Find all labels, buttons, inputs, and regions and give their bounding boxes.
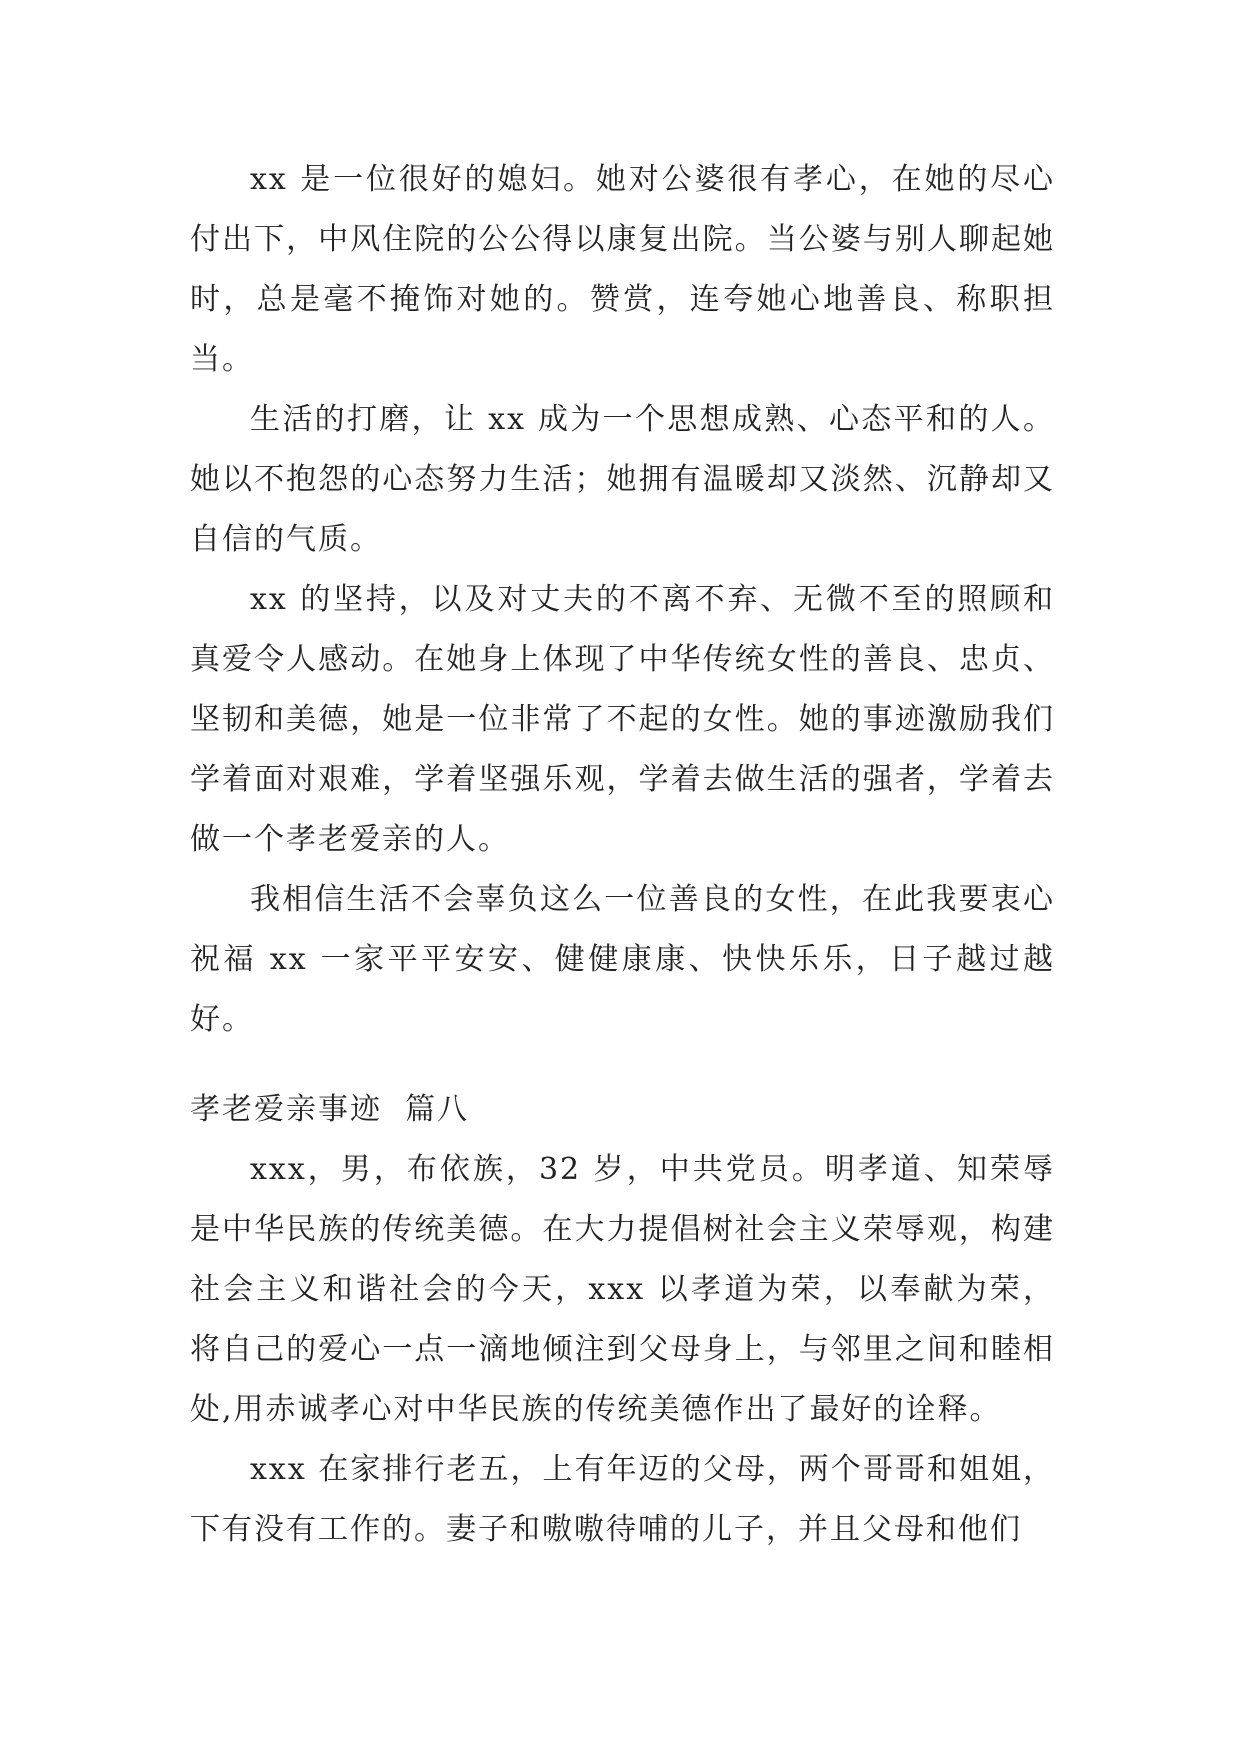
paragraph-4: 我相信生活不会辜负这么一位善良的女性，在此我要衷心祝福 xx 一家平平安安、健健康康、快快乐乐，日子越过越好。 (190, 882, 1055, 1037)
paragraph-1: xx 是一位很好的媳妇。她对公婆很有孝心，在她的尽心付出下，中风住院的公公得以康复出院。当公婆与别人聊起她时，总是毫不掩饰对她的。赞赏，连夸她心地善良、称职担当。 (190, 162, 1055, 377)
paragraph-3: xx 的坚持，以及对丈夫的不离不弃、无微不至的照顾和真爱令人感动。在她身上体现了中华传统女性的善良、忠贞、坚韧和美德，她是一位非常了不起的女性。她的事迹激励我们学着面对艰难，学着坚强乐观，学着去做生活的强者，学着去做一个孝老爱亲的人。 (190, 582, 1055, 857)
section-heading: 孝老爱亲事迹 篇八 (190, 1092, 470, 1127)
paragraph-5: xxx，男，布依族，32 岁，中共党员。明孝道、知荣辱是中华民族的传统美德。在大力提倡树社会主义荣辱观，构建社会主义和谐社会的今天，xxx 以孝道为荣，以奉献为荣，将自己的爱心一点一滴地倾注到父母身上，与邻里之间和睦相处,用赤诚孝心对中华民族的传统美德作出了最好的诠释。 (190, 1152, 1055, 1427)
paragraph-6: xxx 在家排行老五，上有年迈的父母，两个哥哥和姐姐，下有没有工作的。妻子和嗷嗷待哺的儿子，并且父母和他们 (190, 1452, 1055, 1547)
document-page (190, 150, 1055, 1560)
paragraph-2: 生活的打磨，让 xx 成为一个思想成熟、心态平和的人。她以不抱怨的心态努力生活；她拥有温暖却又淡然、沉静却又自信的气质。 (190, 402, 1055, 557)
